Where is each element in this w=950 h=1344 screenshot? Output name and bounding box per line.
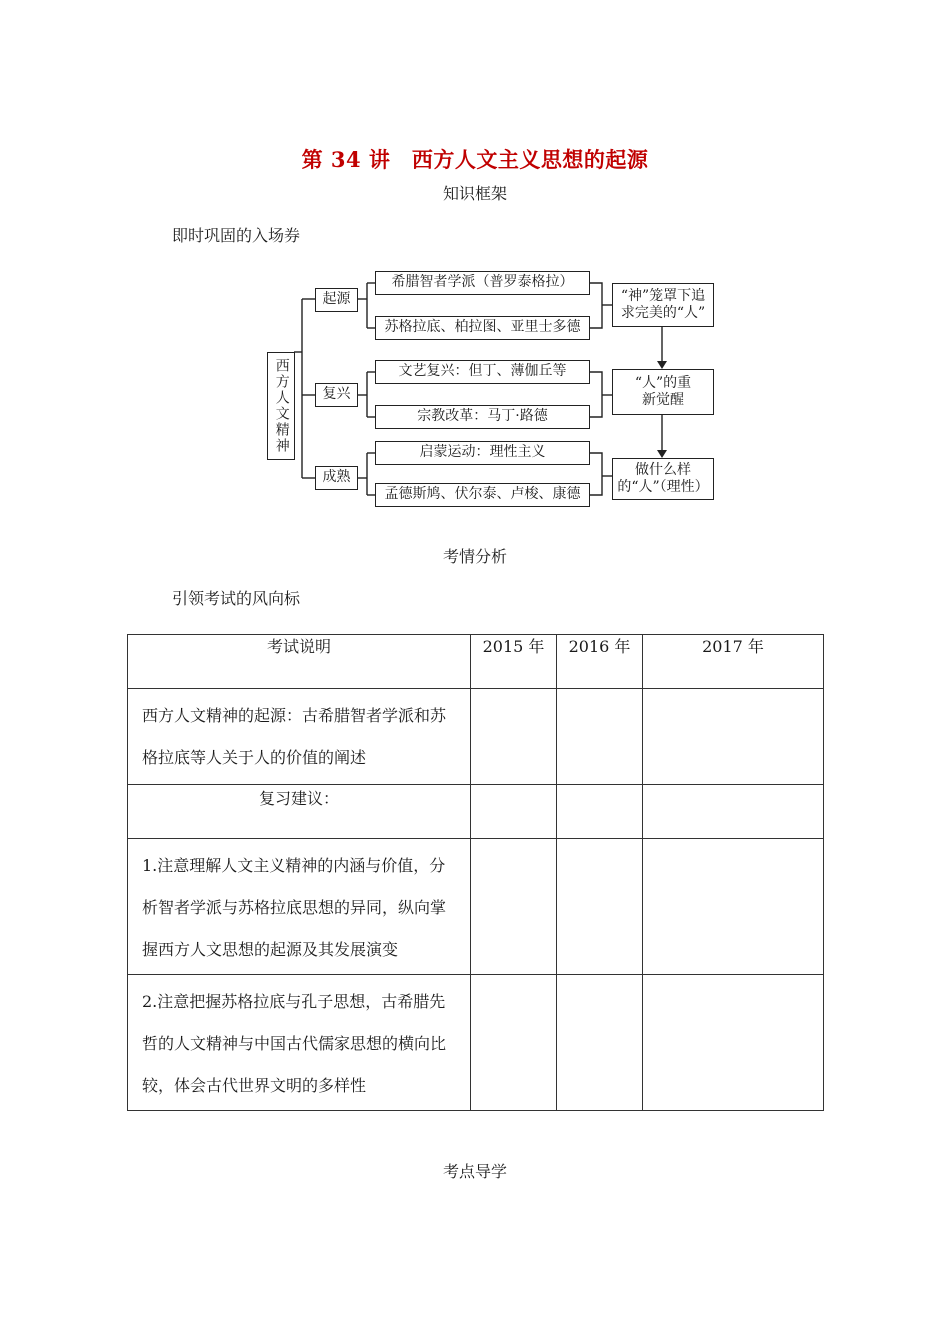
knowledge-framework-diagram xyxy=(260,262,730,514)
header-2015: 2015 年 xyxy=(471,635,557,689)
item-socrates: 苏格拉底、柏拉图、亚里士多德 xyxy=(375,316,590,340)
item-renaissance: 文艺复兴：但丁、薄伽丘等 xyxy=(375,360,590,384)
row-advice-2: 2.注意把握苏格拉底与孔子思想，古希腊先哲的人文精神与中国古代儒家思想的横向比较，体会古代世界文明的多样性 xyxy=(142,992,447,1095)
table-row xyxy=(128,839,824,975)
item-sophists: 希腊智者学派（普罗泰格拉） xyxy=(375,271,590,295)
row-exam-scope: 西方人文精神的起源：古希腊智者学派和苏格拉底等人关于人的价值的阐述 xyxy=(142,706,447,767)
stage-origin: 起源 xyxy=(315,288,358,312)
stage-revival: 复兴 xyxy=(315,383,358,407)
result-reawakening: “人”的重新觉醒 xyxy=(612,369,714,415)
header-2016: 2016 年 xyxy=(557,635,643,689)
stage-maturity: 成熟 xyxy=(315,466,358,490)
subheading-exam-guide: 引领考试的风向标 xyxy=(172,589,301,608)
table-row xyxy=(128,689,824,785)
header-2017: 2017 年 xyxy=(643,635,824,689)
page-title: 第 34 讲 西方人文主义思想的起源 xyxy=(301,147,649,172)
item-enlightenment: 启蒙运动：理性主义 xyxy=(375,441,590,465)
result-rational-human: 做什么样的“人”（理性） xyxy=(612,458,714,500)
result-perfect-human: “神”笼罩下追求完美的“人” xyxy=(612,283,714,327)
section-heading-framework: 知识框架 xyxy=(442,184,507,203)
diagram-root: 西方人文精神 xyxy=(267,352,295,460)
exam-analysis-table xyxy=(127,634,824,1111)
table-row xyxy=(128,975,824,1111)
item-thinkers: 孟德斯鸠、伏尔泰、卢梭、康德 xyxy=(375,483,590,507)
row-review-advice: 复习建议： xyxy=(258,789,339,808)
row-advice-1: 1.注意理解人文主义精神的内涵与价值，分析智者学派与苏格拉底思想的异同，纵向掌握西方人文思想的起源及其发展演变 xyxy=(142,856,447,959)
section-heading-key-points: 考点导学 xyxy=(442,1162,507,1181)
table-header-row xyxy=(128,635,824,689)
section-heading-exam-analysis: 考情分析 xyxy=(442,547,507,566)
header-exam-description: 考试说明 xyxy=(128,635,471,689)
item-reformation: 宗教改革：马丁·路德 xyxy=(375,405,590,429)
subheading-consolidation: 即时巩固的入场券 xyxy=(172,226,301,245)
table-row xyxy=(128,785,824,839)
